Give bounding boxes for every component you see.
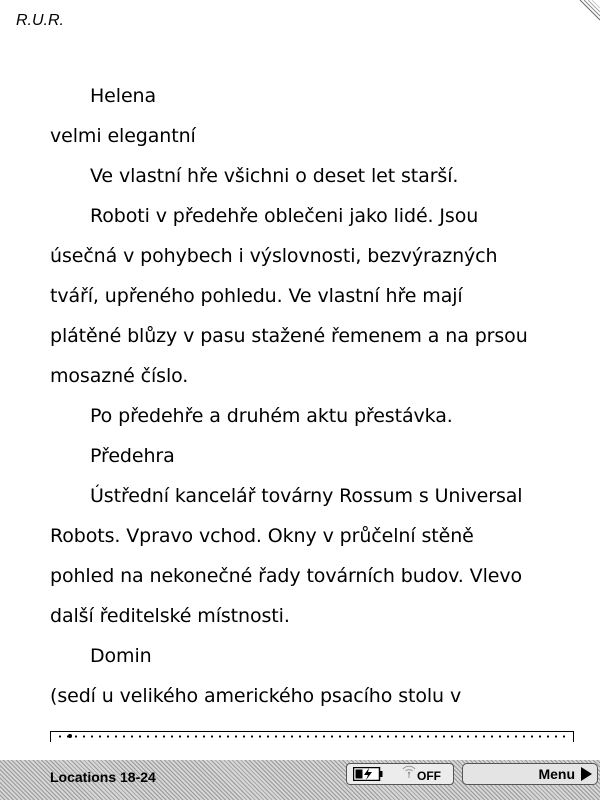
text-line: Domin [90, 645, 152, 667]
text-line: Ústřední kancelář továrny Rossum s Universal [90, 485, 523, 507]
menu-label: Menu [538, 766, 575, 782]
wireless-state: OFF [417, 769, 441, 783]
text-line: velmi elegantní [50, 125, 196, 147]
text-line: Robots. Vpravo vchod. Okny v průčelní stěně [50, 525, 474, 547]
text-line: mosazné číslo. [50, 365, 189, 387]
text-line: Předehra [90, 445, 175, 467]
text-line: (sedí u velikého amerického psacího stolu v [50, 685, 462, 707]
bookmark-corner-icon[interactable] [578, 0, 600, 22]
text-line: Helena [90, 85, 157, 107]
text-line: Po předehře a druhém aktu přestávka. [90, 405, 453, 427]
text-line: Roboti v předehře oblečeni jako lidé. Jsou [90, 205, 479, 227]
wireless-icon [399, 764, 419, 778]
text-line: pohled na nekonečné řady továrních budov. Vlevo [50, 565, 523, 587]
text-line: tváří, upřeného pohledu. Ve vlastní hře mají [50, 285, 463, 307]
status-bar [0, 760, 600, 800]
book-title: R.U.R. [16, 12, 64, 29]
text-line: plátěné blůzy v pasu stažené řemenem a na prsou [50, 325, 528, 347]
locations-label: Locations 18-24 [50, 769, 156, 785]
menu-arrow-icon [579, 766, 593, 782]
text-line: další ředitelské místnosti. [50, 605, 290, 627]
progress-dots [56, 735, 568, 738]
text-line: Ve vlastní hře všichni o deset let starší. [90, 165, 459, 187]
reading-progress-bar [50, 731, 574, 742]
battery-charging-icon [353, 767, 383, 781]
page-text [50, 80, 570, 720]
menu-button[interactable] [462, 763, 598, 785]
battery-wireless-indicator [346, 763, 454, 785]
text-line: úsečná v pohybech i výslovnosti, bezvýrazných [50, 245, 498, 267]
